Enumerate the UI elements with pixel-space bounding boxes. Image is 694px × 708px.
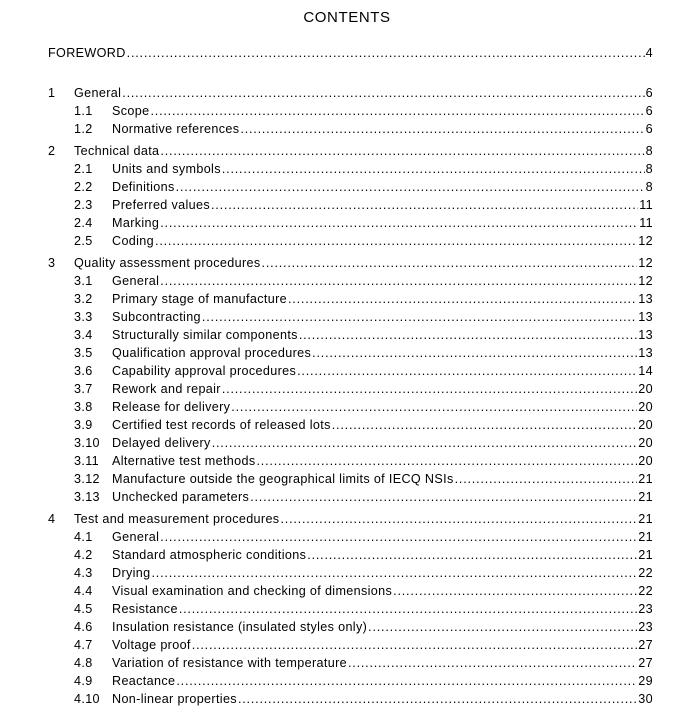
toc-entry[interactable] [0,600,694,618]
toc-entry-page: 13 [638,292,653,306]
toc-entry-number: 4.3 [74,566,93,580]
toc-entry-page: 21 [638,512,653,526]
toc-entry-number: 4.9 [74,674,93,688]
toc-entry-number: 3.12 [74,472,100,486]
toc-entry[interactable] [0,380,694,398]
dot-leader [307,546,637,564]
toc-entry-number: 3.11 [74,454,99,468]
dot-leader [160,272,637,290]
toc-entry-page: 21 [638,548,653,562]
toc-entry[interactable] [0,84,694,102]
toc-entry[interactable] [0,546,694,564]
toc-entry-number: 2.5 [74,234,93,248]
toc-entry-number: 3.13 [74,490,100,504]
toc-entry-label: Primary stage of manufacture [112,292,287,306]
toc-entry[interactable] [0,528,694,546]
toc-entry[interactable] [0,272,694,290]
toc-entry-page: 21 [638,490,653,504]
dot-leader [160,528,637,546]
toc-entry-page: 11 [639,216,653,230]
toc-entry-number: 3.10 [74,436,100,450]
toc-entry[interactable] [0,452,694,470]
toc-entry[interactable] [0,636,694,654]
toc-entry-label: Reactance [112,674,176,688]
dot-leader [150,102,644,120]
toc-entry[interactable] [0,690,694,708]
dot-leader [262,254,638,272]
toc-entry[interactable] [0,618,694,636]
toc-entry-page: 22 [638,566,653,580]
dot-leader [160,142,644,160]
toc-entry-number: 4.7 [74,638,93,652]
toc-entry-page: 13 [638,310,653,324]
toc-entry-label: Visual examination and checking of dimensions [112,584,393,598]
toc-entry-number: 2.2 [74,180,93,194]
dot-leader [222,380,637,398]
dot-leader [211,196,638,214]
toc-entry-number: 2.4 [74,216,93,230]
toc-entry[interactable] [0,308,694,326]
dot-leader [312,344,637,362]
toc-entry-number: 3.9 [74,418,93,432]
toc-entry[interactable] [0,142,694,160]
toc-entry-label: Marking [112,216,160,230]
toc-entry-page: 6 [645,86,653,100]
toc-entry-label: Certified test records of released lots [112,418,331,432]
dot-leader [332,416,638,434]
toc-entry-number: 1 [48,86,56,100]
dot-leader [240,120,644,138]
toc-entry[interactable] [0,290,694,308]
toc-entry-page: 11 [639,198,653,212]
toc-entry-number: 3 [48,256,56,270]
dot-leader [257,452,638,470]
toc-entry-page: 20 [638,418,653,432]
page-title: CONTENTS [303,9,391,26]
toc-entry[interactable] [0,178,694,196]
toc-entry-page: 22 [638,584,653,598]
toc-entry[interactable] [0,160,694,178]
toc-entry-page: 30 [638,692,653,706]
toc-entry-number: 2.3 [74,198,93,212]
toc-entry-page: 6 [645,104,653,118]
toc-entry[interactable] [0,44,694,62]
toc-entry-page: 13 [638,328,653,342]
toc-entry-label: Scope [112,104,150,118]
toc-entry[interactable] [0,362,694,380]
toc-entry-label: General [74,86,122,100]
toc-entry-label: Qualification approval procedures [112,346,312,360]
toc-entry[interactable] [0,434,694,452]
toc-entry-page: 20 [638,400,653,414]
toc-entry-number: 1.2 [74,122,93,136]
toc-entry-label: Resistance [112,602,178,616]
toc-entry[interactable] [0,214,694,232]
toc-entry-page: 27 [638,638,653,652]
toc-entry-number: 3.6 [74,364,93,378]
toc-entry-number: 4.1 [74,530,93,544]
dot-leader [288,290,637,308]
toc-entry-number: 3.5 [74,346,93,360]
toc-entry[interactable] [0,582,694,600]
toc-entry-page: 21 [638,472,653,486]
toc-entry[interactable] [0,254,694,272]
toc-entry-label: Rework and repair [112,382,221,396]
toc-entry[interactable] [0,398,694,416]
toc-entry-page: 14 [638,364,653,378]
dot-leader [212,434,638,452]
toc-entry-number: 1.1 [74,104,93,118]
toc-entry-label: Subcontracting [112,310,201,324]
toc-entry-number: 4.8 [74,656,93,670]
toc-entry-label: Release for delivery [112,400,231,414]
dot-leader [250,488,637,506]
toc-entry-number: 4.2 [74,548,93,562]
toc-entry[interactable] [0,120,694,138]
toc-entry-label: Units and symbols [112,162,221,176]
toc-entry[interactable] [0,232,694,250]
toc-entry-label: Quality assessment procedures [74,256,261,270]
toc-entry[interactable] [0,102,694,120]
dot-leader [122,84,644,102]
toc-entry-page: 12 [638,256,653,270]
dot-leader [160,214,638,232]
toc-entry[interactable] [0,510,694,528]
toc-entry[interactable] [0,564,694,582]
toc-entry-page: 20 [638,382,653,396]
toc-entry[interactable] [0,488,694,506]
dot-leader [231,398,637,416]
toc-entry-label: Insulation resistance (insulated styles only) [112,620,368,634]
toc-entry-number: 3.2 [74,292,93,306]
toc-entry-label: Alternative test methods [112,454,256,468]
toc-entry-page: 12 [638,274,653,288]
toc-entry-page: 6 [645,122,653,136]
dot-leader [393,582,637,600]
toc-entry-number: 3.7 [74,382,93,396]
toc-entry-label: General [112,530,160,544]
toc-entry-number: 2.1 [74,162,93,176]
toc-entry-number: 3.8 [74,400,93,414]
toc-entry-number: 4.4 [74,584,93,598]
dot-leader [280,510,637,528]
toc-entry-page: 20 [638,436,653,450]
toc-entry-page: 21 [638,530,653,544]
dot-leader [155,232,637,250]
toc-entry-label: Non-linear properties [112,692,237,706]
dot-leader [297,362,637,380]
dot-leader [152,564,638,582]
toc-entry-number: 2 [48,144,56,158]
dot-leader [238,690,637,708]
toc-entry-page: 23 [638,602,653,616]
toc-entry-page: 23 [638,620,653,634]
toc-entry-label: Capability approval procedures [112,364,297,378]
toc-entry-number: 4.6 [74,620,93,634]
toc-entry-number: 3.1 [74,274,93,288]
toc-entry-label: General [112,274,160,288]
toc-entry-label: Unchecked parameters [112,490,250,504]
dot-leader [127,44,645,62]
dot-leader [299,326,637,344]
toc-entry-label: Delayed delivery [112,436,211,450]
toc-entry[interactable] [0,654,694,672]
toc-entry-label: FOREWORD [48,46,126,60]
dot-leader [202,308,637,326]
toc-entry[interactable] [0,672,694,690]
toc-entry[interactable] [0,344,694,362]
toc-entry-page: 12 [638,234,653,248]
toc-entry-page: 8 [645,144,653,158]
toc-entry[interactable] [0,326,694,344]
toc-entry-page: 20 [638,454,653,468]
toc-entry-label: Variation of resistance with temperature [112,656,347,670]
dot-leader [192,636,638,654]
toc-entry-label: Test and measurement procedures [74,512,280,526]
toc-entry-label: Preferred values [112,198,210,212]
toc-entry-page: 4 [645,46,653,60]
toc-entry-label: Normative references [112,122,240,136]
dot-leader [176,672,637,690]
toc-entry-label: Coding [112,234,155,248]
dot-leader [368,618,637,636]
toc-entry-page: 8 [645,180,653,194]
toc-entry-number: 4 [48,512,56,526]
toc-entry-number: 3.3 [74,310,93,324]
toc-entry-label: Technical data [74,144,160,158]
toc-entry[interactable] [0,416,694,434]
toc-entry-label: Definitions [112,180,175,194]
toc-entry-label: Standard atmospheric conditions [112,548,307,562]
toc-entry-number: 3.4 [74,328,93,342]
toc-entry-page: 8 [645,162,653,176]
toc-entry-label: Voltage proof [112,638,191,652]
toc-entry-label: Structurally similar components [112,328,298,342]
dot-leader [348,654,637,672]
dot-leader [176,178,645,196]
dot-leader [179,600,637,618]
toc-entry-page: 29 [638,674,653,688]
dot-leader [455,470,638,488]
toc-entry-number: 4.10 [74,692,100,706]
toc-entry-page: 13 [638,346,653,360]
toc-entry-label: Drying [112,566,151,580]
toc-entry-label: Manufacture outside the geographical limits of IECQ NSIs [112,472,454,486]
toc-entry[interactable] [0,196,694,214]
toc-entry[interactable] [0,470,694,488]
dot-leader [222,160,645,178]
toc-entry-page: 27 [638,656,653,670]
toc-entry-number: 4.5 [74,602,93,616]
